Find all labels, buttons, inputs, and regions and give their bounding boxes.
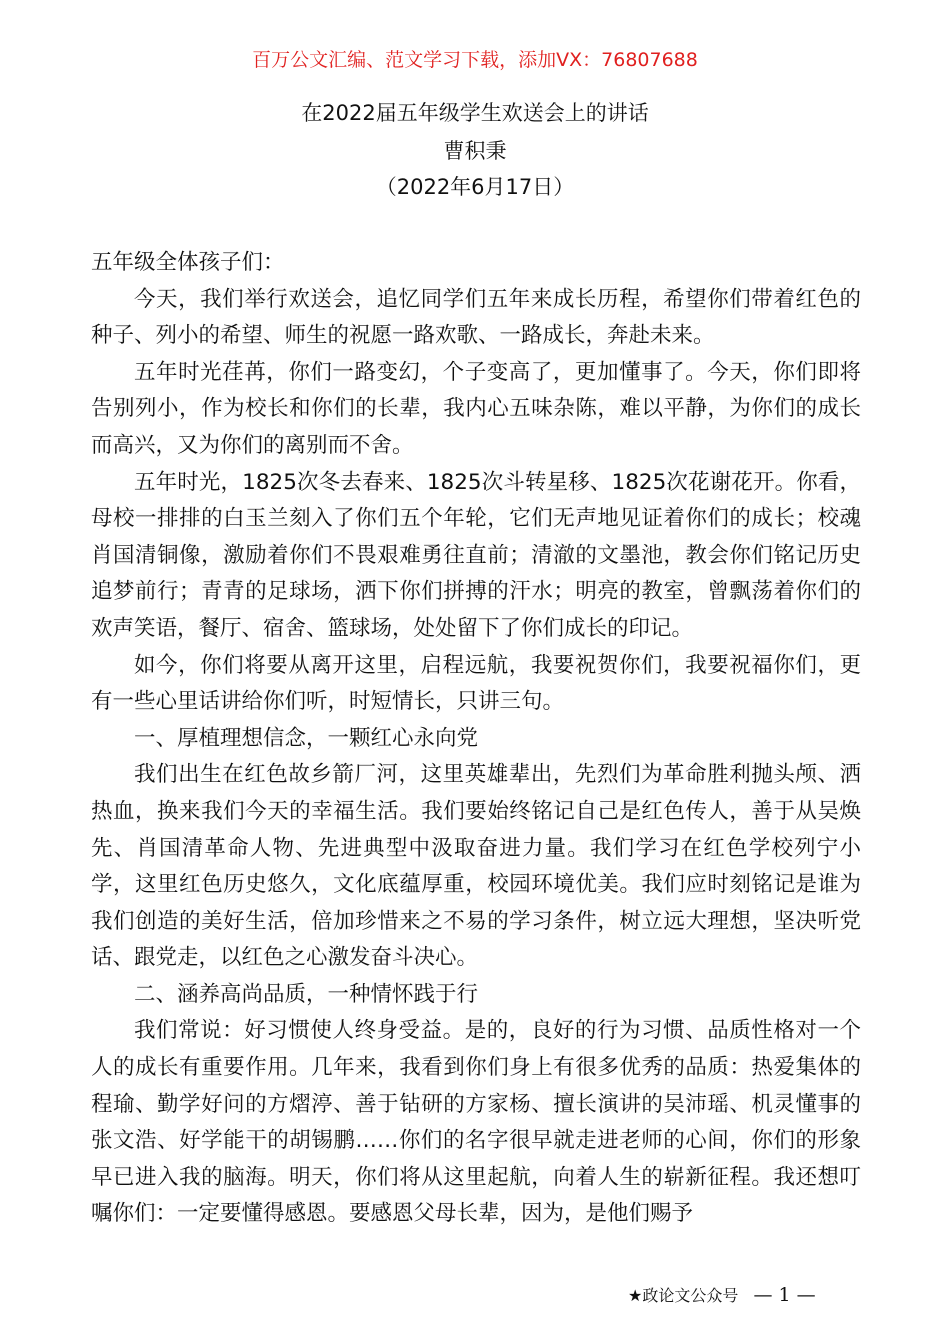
section-heading-1: 一、厚植理想信念，一颗红心永向党 (134, 725, 479, 751)
paragraph-character: 我们常说：好习惯使人终身受益。是的，良好的行为习惯、品质性格对一个人的成长有重要作用。几年来，我看到你们身上有很多优秀的品质：热爱集体的程瑜、勤学好问的方熠渟、善于钻研的方家杨、擅长演讲的吴沛瑶、机灵懂事的张文浩、好学能干的胡锡鹏……你们的名字很早就走进老师的心间，你们的形象早已进入我的脑海。明天，你们将从这里起航，向着人生的崭新征程。我还想叮嘱你们：一定要懂得感恩。要感恩父母长辈，因为，是他们赐予 (91, 1018, 861, 1227)
paragraph-opening: 今天，我们举行欢送会，追忆同学们五年来成长历程，希望你们带着红色的种子、列小的希望、师生的祝愿一路欢歌、一路成长，奔赴未来。 (91, 286, 861, 349)
speech-body (91, 245, 861, 1233)
salutation: 五年级全体孩子们： (91, 250, 285, 275)
paragraph-time-passing: 五年时光荏苒，你们一路变幻，个子变高了，更加懂事了。今天，你们即将告别列小，作为校长和你们的长辈，我内心五味杂陈，难以平静，为你们的成长而高兴，又为你们的离别而不舍。 (91, 359, 861, 458)
speech-author: 曹积秉 (443, 139, 507, 163)
speech-date: （2022年6月17日） (375, 175, 575, 199)
paragraph-memories: 五年时光，1825次冬去春来、1825次斗转星移、1825次花谢花开。你看，母校一排排的白玉兰刻入了你们五个年轮，它们无声地见证着你们的成长；校魂肖国清铜像，激励着你们不畏艰难勇往直前；清澈的文墨池，教会你们铭记历史追梦前行；青青的足球场，洒下你们拼搏的汗水；明亮的教室，曾飘荡着你们的欢声笑语，餐厅、宿舍、篮球场，处处留下了你们成长的印记。 (91, 469, 861, 641)
speech-title: 在2022届五年级学生欢送会上的讲话 (301, 101, 649, 125)
page-footer (628, 1282, 816, 1309)
paragraph-farewell: 如今，你们将要从离开这里，启程远航，我要祝贺你们，我要祝福你们，更有一些心里话讲给你们听，时短情长，只讲三句。 (91, 652, 861, 715)
page-number: — 1 — (753, 1284, 816, 1306)
section-heading-2: 二、涵养高尚品质，一种情怀践于行 (134, 981, 479, 1007)
promo-banner: 百万公文汇编、范文学习下载，添加VX：76807688 (252, 49, 698, 71)
paragraph-ideals: 我们出生在红色故乡箭厂河，这里英雄辈出，先烈们为革命胜利抛头颅、洒热血，换来我们今天的幸福生活。我们要始终铭记自己是红色传人，善于从吴焕先、肖国清革命人物、先进典型中汲取奋进力量。我们学习在红色学校列宁小学，这里红色历史悠久，文化底蕴厚重，校园环境优美。我们应时刻铭记是谁为我们创造的美好生活，倍加珍惜来之不易的学习条件，树立远大理想，坚决听党话、跟党走，以红色之心激发奋斗决心。 (91, 762, 861, 971)
footer-source: ★政论文公众号 (628, 1286, 739, 1305)
